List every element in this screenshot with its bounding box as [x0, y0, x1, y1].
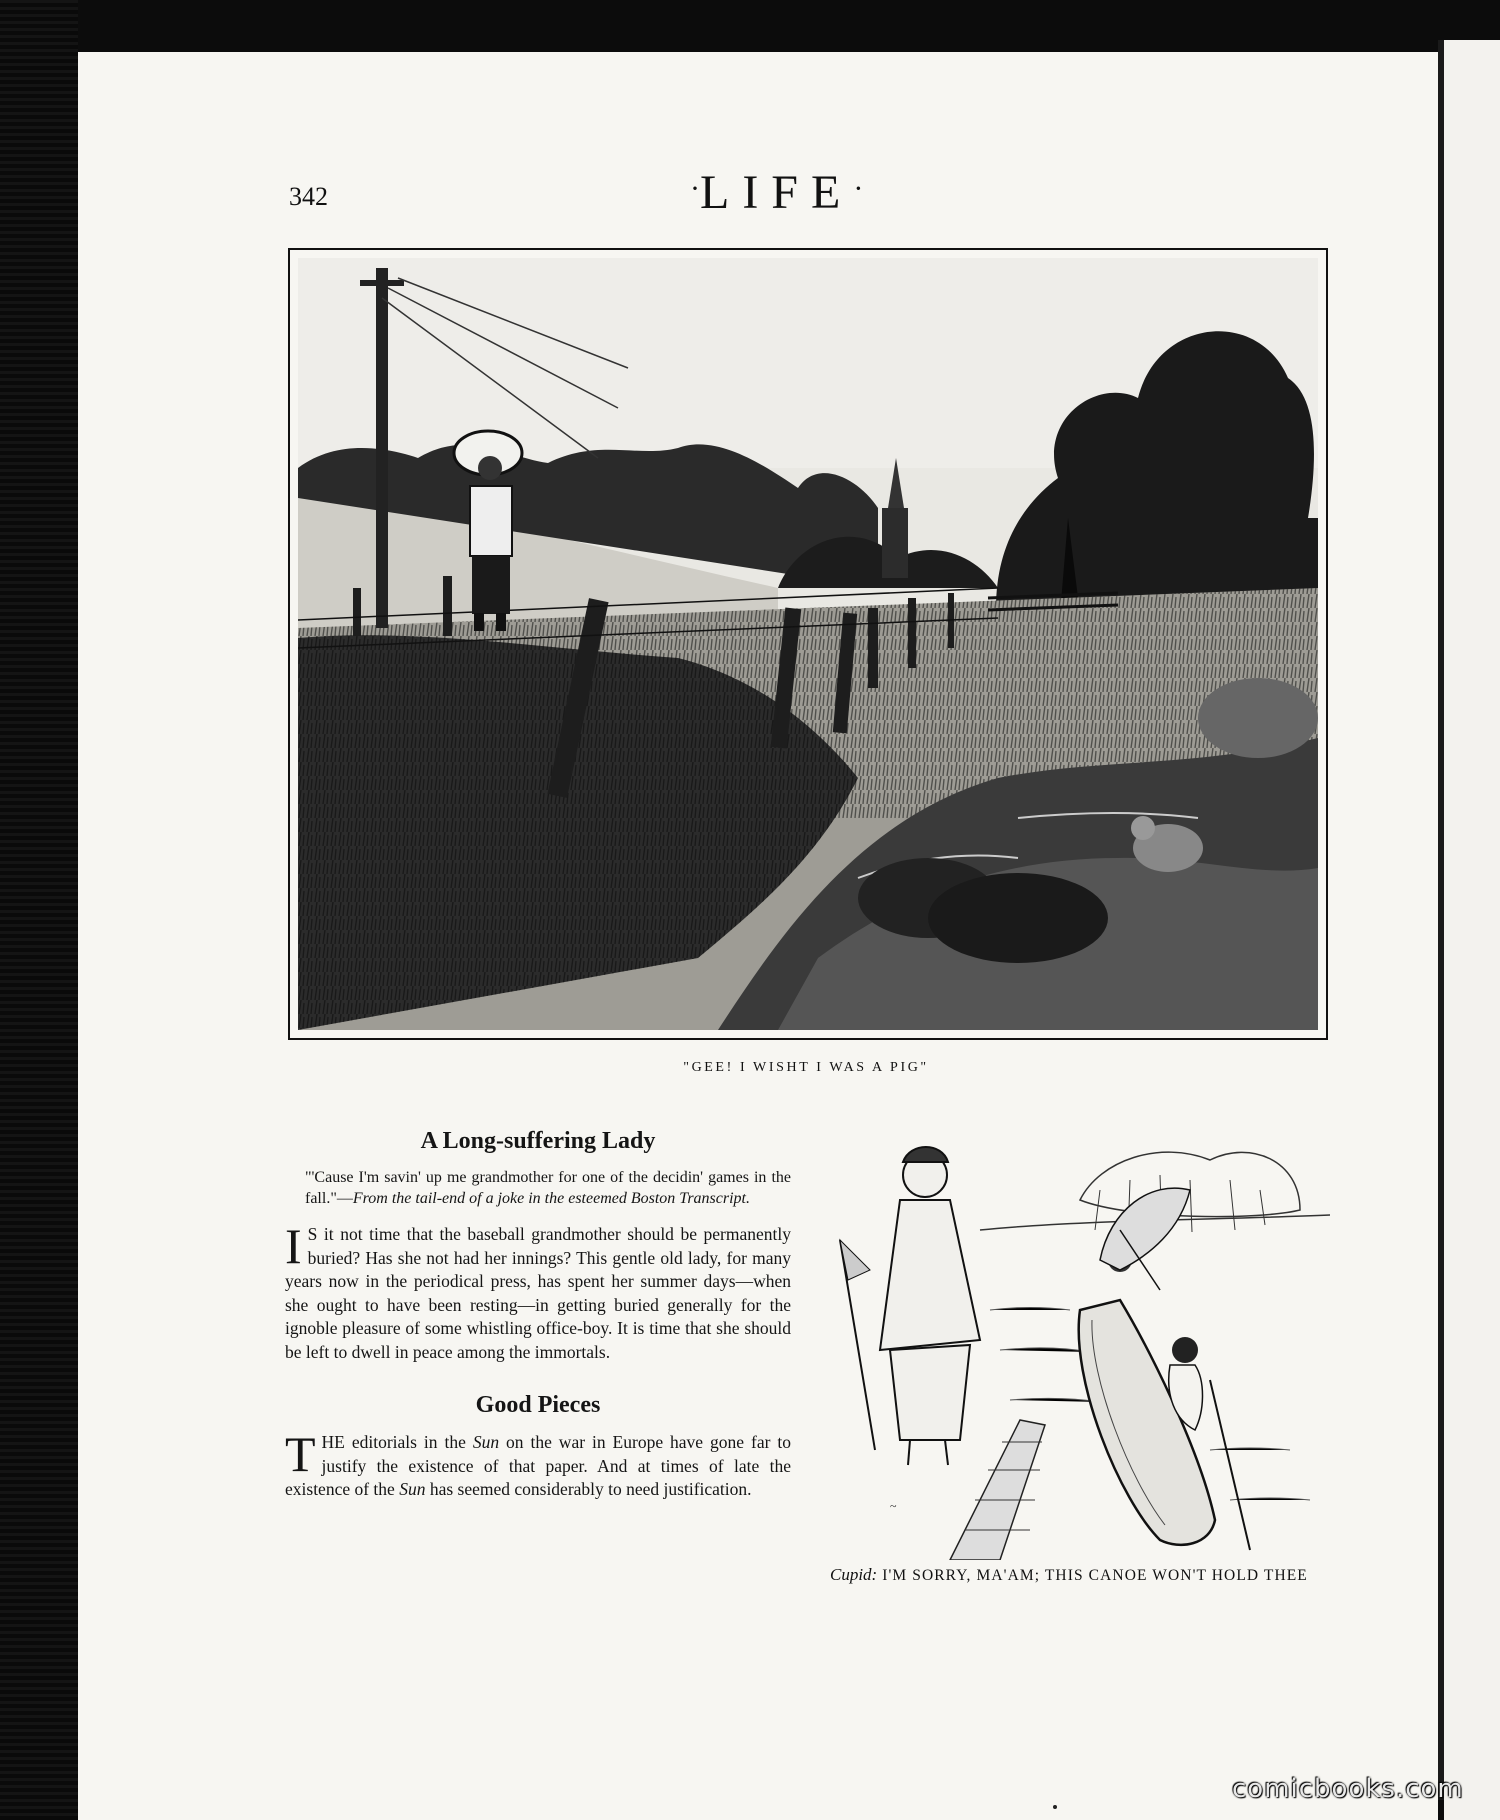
- drop-cap: I: [285, 1218, 302, 1274]
- article-body: [285, 1218, 791, 1364]
- epigraph-source: From the tail-end of a joke in the esteemed Boston Transcript.: [352, 1190, 750, 1207]
- illustration-caption: "GEE! I WISHT I WAS A PIG": [683, 1060, 929, 1075]
- boy-and-pig-illustration: [288, 248, 1328, 1040]
- landscape-drawing: [298, 258, 1318, 1030]
- cartoon-drawing: [830, 1120, 1330, 1560]
- newspaper-name: Sun: [399, 1479, 426, 1499]
- page-number: 342: [289, 182, 328, 211]
- svg-text:~: ~: [890, 1499, 897, 1513]
- text-column: [285, 1128, 791, 1502]
- article-body-text: has seemed considerably to need justification.: [425, 1479, 752, 1499]
- article-body: [285, 1426, 791, 1502]
- article-title: A Long-suffering Lady: [420, 1128, 656, 1154]
- masthead-dot-right: ·: [853, 172, 864, 205]
- caption-line: I'M SORRY, MA'AM; THIS CANOE WON'T HOLD THEE: [882, 1567, 1308, 1584]
- article-body-text: S it not time that the baseball grandmother should be permanently buried? Has she not had her innings? This gentle old lady, for many years now in the periodical press, has spent her summer days—when she ought to have been resting—in getting buried generally for the ignoble pleasure of some whistling office-boy. It is time that she should be left to dwell in peace among the immortals.: [285, 1224, 791, 1362]
- caption-speaker: Cupid:: [830, 1565, 878, 1584]
- next-page-edge: [1444, 40, 1500, 1820]
- epigraph-quote: "'Cause I'm savin' up me grandmother for one of the decidin' games in the fall."—: [305, 1169, 791, 1207]
- cartoon-caption: [830, 1565, 1330, 1585]
- epigraph: [305, 1167, 791, 1209]
- masthead-title: LIFE: [700, 166, 854, 219]
- article-body-text: HE editorials in the: [321, 1432, 473, 1452]
- ink-speck: [1053, 1805, 1057, 1809]
- cupid-canoe-cartoon: [830, 1120, 1330, 1565]
- article-title: Good Pieces: [475, 1392, 601, 1418]
- masthead-dot-left: ·: [690, 172, 700, 205]
- article-body-text: on the war in Europe have gone far to justify the existence of that paper. And at times of late the existence of the: [285, 1432, 791, 1499]
- masthead: [690, 165, 863, 220]
- watermark: comicbooks.com: [1232, 1774, 1464, 1804]
- newspaper-name: Sun: [472, 1432, 500, 1452]
- drop-cap: T: [285, 1426, 316, 1482]
- scan-border: [0, 0, 78, 1820]
